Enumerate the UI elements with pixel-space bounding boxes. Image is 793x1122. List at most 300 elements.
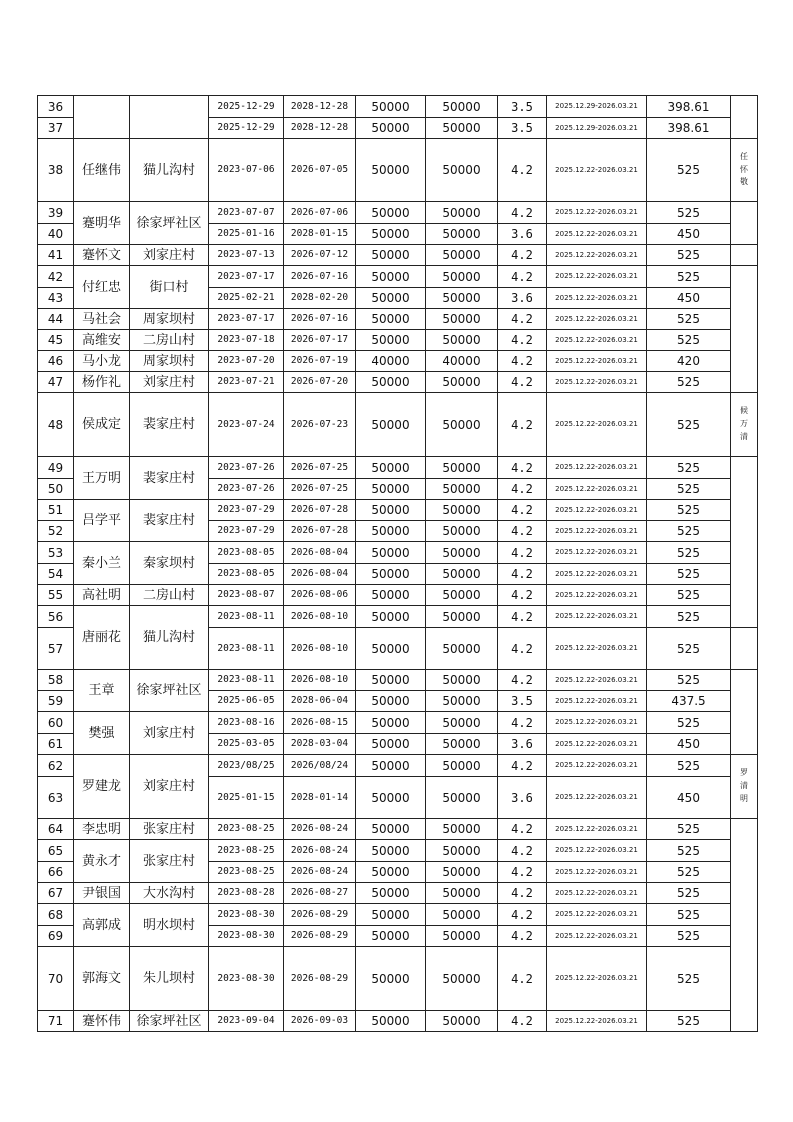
loan-start-date: 2023-07-21 [209,372,284,393]
loan-start-date: 2025-01-16 [209,224,284,245]
loan-amount: 50000 [356,862,426,883]
interest-amount: 525 [647,670,731,691]
interest-amount: 525 [647,883,731,904]
interest-amount: 525 [647,564,731,585]
table-row [38,309,758,330]
loan-start-date: 2023-08-11 [209,606,284,628]
interest-amount: 525 [647,139,731,202]
row-number: 55 [38,585,74,606]
interest-amount: 525 [647,819,731,840]
interest-amount: 525 [647,330,731,351]
loan-start-date: 2025-12-29 [209,118,284,139]
loan-balance: 50000 [426,862,498,883]
table-row [38,351,758,372]
loan-start-date: 2023-09-04 [209,1011,284,1032]
loan-balance: 50000 [426,755,498,777]
loan-balance: 50000 [426,139,498,202]
table-row [38,500,758,521]
loan-amount: 50000 [356,372,426,393]
interest-rate: 4.2 [498,393,547,457]
loan-amount: 50000 [356,777,426,819]
interest-rate: 4.2 [498,628,547,670]
loan-start-date: 2023-07-29 [209,521,284,542]
interest-amount: 450 [647,288,731,309]
table-row [38,542,758,564]
loan-start-date: 2025-03-05 [209,734,284,755]
interest-rate: 4.2 [498,862,547,883]
loan-amount: 50000 [356,947,426,1011]
loan-balance: 50000 [426,500,498,521]
interest-period: 2025.12.22-2026.03.21 [547,712,647,734]
interest-period: 2025.12.22-2026.03.21 [547,457,647,479]
borrower-name: 付红忠 [74,266,130,309]
loan-amount: 50000 [356,139,426,202]
loan-balance: 50000 [426,819,498,840]
interest-rate: 4.2 [498,457,547,479]
loan-amount: 50000 [356,691,426,712]
loan-amount: 50000 [356,755,426,777]
loan-end-date: 2028-01-15 [284,224,356,245]
row-number: 62 [38,755,74,777]
interest-amount: 525 [647,904,731,926]
village-name: 刘家庄村 [130,712,209,755]
table-row [38,947,758,1011]
interest-rate: 4.2 [498,819,547,840]
interest-amount: 525 [647,585,731,606]
village-name: 徐家坪社区 [130,1011,209,1032]
loan-amount: 50000 [356,479,426,500]
interest-rate: 4.2 [498,904,547,926]
interest-rate: 3.5 [498,691,547,712]
loan-start-date: 2023-07-26 [209,457,284,479]
table-row [38,139,758,202]
borrower-name: 任继伟 [74,139,130,202]
loan-amount: 50000 [356,819,426,840]
borrower-name [74,96,130,139]
loan-balance: 50000 [426,479,498,500]
interest-period: 2025.12.22-2026.03.21 [547,309,647,330]
loan-balance: 50000 [426,585,498,606]
loan-end-date: 2026-08-04 [284,564,356,585]
loan-end-date: 2028-03-04 [284,734,356,755]
borrower-name: 王万明 [74,457,130,500]
row-number: 69 [38,926,74,947]
loan-end-date: 2026-07-20 [284,372,356,393]
row-number: 56 [38,606,74,628]
loan-amount: 50000 [356,734,426,755]
borrower-name: 樊强 [74,712,130,755]
borrower-name: 蹇怀伟 [74,1011,130,1032]
interest-amount: 525 [647,266,731,288]
loan-end-date: 2026-07-17 [284,330,356,351]
village-name: 周家坝村 [130,309,209,330]
row-number: 68 [38,904,74,926]
interest-amount: 525 [647,202,731,224]
interest-rate: 4.2 [498,479,547,500]
interest-rate: 4.2 [498,542,547,564]
loan-end-date: 2028-02-20 [284,288,356,309]
loan-amount: 50000 [356,1011,426,1032]
loan-start-date: 2023-07-17 [209,266,284,288]
interest-rate: 4.2 [498,585,547,606]
loan-amount: 50000 [356,883,426,904]
loan-end-date: 2026-07-23 [284,393,356,457]
interest-amount: 525 [647,628,731,670]
note-cell [731,245,758,266]
loan-amount: 50000 [356,926,426,947]
interest-period: 2025.12.22-2026.03.21 [547,819,647,840]
village-name: 秦家坝村 [130,542,209,585]
interest-rate: 4.2 [498,606,547,628]
row-number: 71 [38,1011,74,1032]
row-number: 67 [38,883,74,904]
table-row [38,245,758,266]
loan-end-date: 2026-08-27 [284,883,356,904]
borrower-name: 蹇明华 [74,202,130,245]
loan-amount: 50000 [356,670,426,691]
interest-amount: 525 [647,393,731,457]
loan-start-date: 2023-08-25 [209,862,284,883]
interest-rate: 4.2 [498,266,547,288]
loan-start-date: 2023-08-28 [209,883,284,904]
loan-start-date: 2023-08-30 [209,947,284,1011]
table-row [38,372,758,393]
interest-rate: 4.2 [498,840,547,862]
interest-rate: 4.2 [498,670,547,691]
row-number: 66 [38,862,74,883]
loan-end-date: 2026-07-28 [284,500,356,521]
interest-rate: 4.2 [498,564,547,585]
interest-amount: 525 [647,862,731,883]
loan-start-date: 2023-08-07 [209,585,284,606]
loan-amount: 50000 [356,309,426,330]
loan-amount: 50000 [356,118,426,139]
interest-amount: 525 [647,372,731,393]
interest-rate: 4.2 [498,372,547,393]
interest-amount: 525 [647,1011,731,1032]
village-name: 朱儿坝村 [130,947,209,1011]
table-row [38,393,758,457]
interest-amount: 525 [647,245,731,266]
interest-period: 2025.12.22-2026.03.21 [547,521,647,542]
village-name: 刘家庄村 [130,245,209,266]
loan-balance: 50000 [426,947,498,1011]
loan-start-date: 2023/08/25 [209,755,284,777]
loan-amount: 50000 [356,266,426,288]
loan-start-date: 2023-07-24 [209,393,284,457]
note-cell [731,457,758,628]
row-number: 64 [38,819,74,840]
interest-amount: 450 [647,777,731,819]
loan-start-date: 2025-01-15 [209,777,284,819]
village-name: 二房山村 [130,585,209,606]
borrower-name: 马社会 [74,309,130,330]
interest-rate: 4.2 [498,330,547,351]
interest-period: 2025.12.22-2026.03.21 [547,224,647,245]
loan-balance: 50000 [426,904,498,926]
village-name: 大水沟村 [130,883,209,904]
loan-start-date: 2023-08-16 [209,712,284,734]
borrower-name: 高社明 [74,585,130,606]
row-number: 45 [38,330,74,351]
interest-rate: 4.2 [498,521,547,542]
note-cell [731,202,758,245]
loan-start-date: 2023-07-18 [209,330,284,351]
table-row [38,755,758,777]
interest-amount: 525 [647,840,731,862]
interest-rate: 3.6 [498,734,547,755]
row-number: 41 [38,245,74,266]
loan-end-date: 2026-07-19 [284,351,356,372]
village-name: 周家坝村 [130,351,209,372]
interest-period: 2025.12.22-2026.03.21 [547,245,647,266]
loan-end-date: 2026-07-12 [284,245,356,266]
loan-amount: 50000 [356,224,426,245]
loan-balance: 50000 [426,712,498,734]
borrower-name: 高维安 [74,330,130,351]
village-name: 刘家庄村 [130,755,209,819]
borrower-name: 侯成定 [74,393,130,457]
loan-end-date: 2028-12-28 [284,96,356,118]
interest-amount: 525 [647,606,731,628]
row-number: 65 [38,840,74,862]
borrower-name: 尹银国 [74,883,130,904]
village-name: 张家庄村 [130,819,209,840]
village-name: 裴家庄村 [130,457,209,500]
loan-end-date: 2026-07-25 [284,457,356,479]
borrower-name: 蹇怀文 [74,245,130,266]
interest-period: 2025.12.29-2026.03.21 [547,118,647,139]
loan-end-date: 2026-08-15 [284,712,356,734]
table-row [38,670,758,691]
loan-start-date: 2023-07-07 [209,202,284,224]
borrower-name: 黄永才 [74,840,130,883]
interest-rate: 4.2 [498,245,547,266]
row-number: 60 [38,712,74,734]
row-number: 46 [38,351,74,372]
interest-rate: 3.5 [498,118,547,139]
loan-end-date: 2026-08-24 [284,862,356,883]
row-number: 59 [38,691,74,712]
loan-start-date: 2023-08-05 [209,564,284,585]
interest-amount: 525 [647,542,731,564]
interest-period: 2025.12.22-2026.03.21 [547,1011,647,1032]
loan-amount: 40000 [356,351,426,372]
loan-balance: 50000 [426,926,498,947]
table-row [38,266,758,288]
row-number: 36 [38,96,74,118]
village-name: 街口村 [130,266,209,309]
loan-start-date: 2023-07-06 [209,139,284,202]
interest-period: 2025.12.22-2026.03.21 [547,542,647,564]
interest-amount: 420 [647,351,731,372]
interest-period: 2025.12.22-2026.03.21 [547,840,647,862]
borrower-name: 秦小兰 [74,542,130,585]
borrower-name: 郭海文 [74,947,130,1011]
row-number: 43 [38,288,74,309]
borrower-name: 唐丽花 [74,606,130,670]
interest-period: 2025.12.22-2026.03.21 [547,585,647,606]
village-name: 徐家坪社区 [130,670,209,712]
interest-amount: 525 [647,309,731,330]
row-number: 39 [38,202,74,224]
interest-rate: 3.6 [498,777,547,819]
loan-amount: 50000 [356,564,426,585]
loan-end-date: 2026-07-16 [284,266,356,288]
loan-interest-table [37,95,758,1032]
loan-start-date: 2023-08-05 [209,542,284,564]
village-name: 张家庄村 [130,840,209,883]
village-name: 二房山村 [130,330,209,351]
loan-end-date: 2026-07-28 [284,521,356,542]
loan-end-date: 2028-12-28 [284,118,356,139]
loan-end-date: 2026-07-25 [284,479,356,500]
interest-period: 2025.12.22-2026.03.21 [547,606,647,628]
interest-amount: 450 [647,224,731,245]
interest-period: 2025.12.22-2026.03.21 [547,755,647,777]
row-number: 70 [38,947,74,1011]
loan-balance: 50000 [426,691,498,712]
loan-end-date: 2026-08-24 [284,840,356,862]
loan-end-date: 2026-08-04 [284,542,356,564]
loan-amount: 50000 [356,245,426,266]
interest-rate: 4.2 [498,947,547,1011]
loan-start-date: 2023-07-20 [209,351,284,372]
loan-amount: 50000 [356,96,426,118]
interest-period: 2025.12.22-2026.03.21 [547,691,647,712]
row-number: 38 [38,139,74,202]
interest-period: 2025.12.22-2026.03.21 [547,330,647,351]
loan-balance: 50000 [426,564,498,585]
table-row [38,606,758,628]
loan-amount: 50000 [356,521,426,542]
note-cell [731,266,758,393]
interest-period: 2025.12.22-2026.03.21 [547,288,647,309]
row-number: 40 [38,224,74,245]
row-number: 58 [38,670,74,691]
interest-rate: 4.2 [498,883,547,904]
borrower-name: 杨作礼 [74,372,130,393]
interest-period: 2025.12.22-2026.03.21 [547,777,647,819]
loan-balance: 50000 [426,202,498,224]
interest-amount: 525 [647,479,731,500]
borrower-name: 罗建龙 [74,755,130,819]
interest-period: 2025.12.22-2026.03.21 [547,670,647,691]
loan-balance: 50000 [426,777,498,819]
row-number: 63 [38,777,74,819]
interest-amount: 398.61 [647,118,731,139]
loan-balance: 50000 [426,457,498,479]
row-number: 51 [38,500,74,521]
interest-rate: 4.2 [498,755,547,777]
loan-balance: 50000 [426,309,498,330]
interest-amount: 398.61 [647,96,731,118]
table-row [38,585,758,606]
interest-rate: 4.2 [498,1011,547,1032]
loan-start-date: 2023-07-13 [209,245,284,266]
loan-balance: 50000 [426,245,498,266]
loan-amount: 50000 [356,457,426,479]
loan-amount: 50000 [356,330,426,351]
interest-rate: 4.2 [498,139,547,202]
interest-period: 2025.12.22-2026.03.21 [547,500,647,521]
loan-end-date: 2028-06-04 [284,691,356,712]
interest-rate: 4.2 [498,309,547,330]
loan-end-date: 2026-07-16 [284,309,356,330]
interest-period: 2025.12.22-2026.03.21 [547,351,647,372]
interest-amount: 525 [647,755,731,777]
interest-rate: 3.6 [498,288,547,309]
loan-end-date: 2026-08-10 [284,628,356,670]
loan-end-date: 2026-08-10 [284,606,356,628]
row-number: 50 [38,479,74,500]
village-name [130,96,209,139]
interest-period: 2025.12.22-2026.03.21 [547,947,647,1011]
table-row [38,1011,758,1032]
table-row [38,330,758,351]
loan-end-date: 2026-08-06 [284,585,356,606]
loan-balance: 50000 [426,840,498,862]
interest-amount: 525 [647,947,731,1011]
loan-balance: 50000 [426,96,498,118]
interest-period: 2025.12.22-2026.03.21 [547,479,647,500]
loan-end-date: 2026-07-05 [284,139,356,202]
loan-amount: 50000 [356,393,426,457]
loan-amount: 50000 [356,606,426,628]
row-number: 48 [38,393,74,457]
loan-start-date: 2023-08-30 [209,904,284,926]
interest-amount: 525 [647,500,731,521]
interest-period: 2025.12.22-2026.03.21 [547,862,647,883]
loan-start-date: 2025-02-21 [209,288,284,309]
loan-balance: 50000 [426,266,498,288]
village-name: 裴家庄村 [130,393,209,457]
borrower-name: 吕学平 [74,500,130,542]
village-name: 徐家坪社区 [130,202,209,245]
table-row [38,883,758,904]
loan-end-date: 2026-08-10 [284,670,356,691]
village-name: 刘家庄村 [130,372,209,393]
loan-amount: 50000 [356,500,426,521]
row-number: 52 [38,521,74,542]
interest-amount: 525 [647,457,731,479]
loan-balance: 50000 [426,224,498,245]
loan-start-date: 2023-08-11 [209,628,284,670]
loan-end-date: 2026-08-29 [284,926,356,947]
village-name: 裴家庄村 [130,500,209,542]
loan-amount: 50000 [356,712,426,734]
interest-period: 2025.12.22-2026.03.21 [547,883,647,904]
table-body [38,96,758,1032]
interest-period: 2025.12.22-2026.03.21 [547,926,647,947]
village-name: 猫儿沟村 [130,139,209,202]
loan-balance: 50000 [426,288,498,309]
loan-amount: 50000 [356,542,426,564]
village-name: 猫儿沟村 [130,606,209,670]
loan-balance: 50000 [426,118,498,139]
interest-rate: 4.2 [498,926,547,947]
interest-amount: 525 [647,521,731,542]
row-number: 47 [38,372,74,393]
loan-balance: 50000 [426,883,498,904]
interest-amount: 437.5 [647,691,731,712]
row-number: 37 [38,118,74,139]
borrower-name: 王章 [74,670,130,712]
row-number: 61 [38,734,74,755]
interest-rate: 4.2 [498,202,547,224]
interest-rate: 4.2 [498,351,547,372]
loan-amount: 50000 [356,904,426,926]
